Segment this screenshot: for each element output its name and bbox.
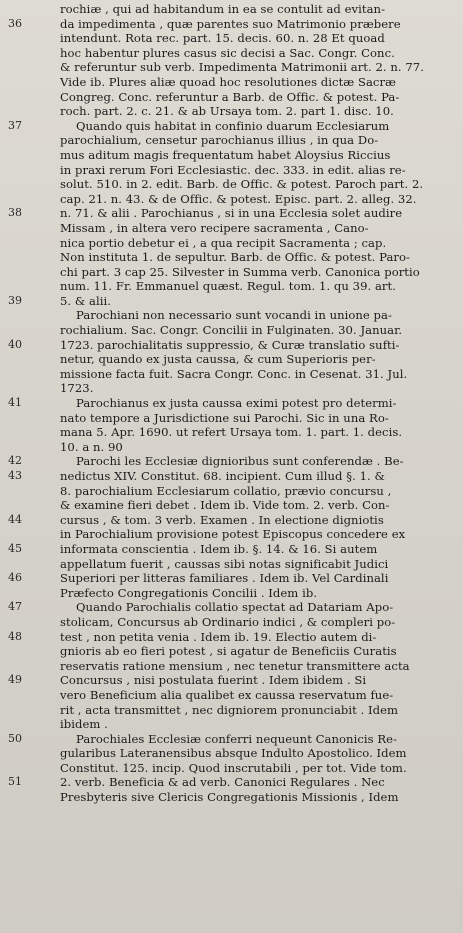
line-text: cursus , & tom. 3 verb. Examen . In electione digniotis	[60, 512, 384, 527]
line-text: 10. a n. 90	[60, 439, 123, 454]
text-line	[0, 163, 463, 178]
margin-number: 43	[8, 469, 23, 482]
line-text: rit , acta transmittet , nec digniorem pronunciabit . Idem	[60, 702, 399, 717]
margin-number: 49	[8, 673, 23, 687]
margin-number: 37	[8, 118, 23, 132]
text-line	[0, 265, 463, 280]
line-text: nica portio debetur ei , a qua recipit Sacramenta ; cap.	[60, 235, 387, 250]
line-text: in praxi rerum Fori Ecclesiastic. dec. 333. in edit. alias re-	[60, 162, 406, 177]
text-line	[0, 46, 463, 61]
text-line	[0, 527, 463, 542]
line-text: & examine fieri debet . Idem ib. Vide tom. 2. verb. Con-	[60, 498, 390, 513]
line-text: Parochi les Ecclesiæ dignioribus sunt conferendæ . Be-	[76, 454, 404, 469]
text-line	[0, 133, 463, 148]
text-line	[0, 323, 463, 338]
text-line	[0, 104, 463, 119]
text-line	[0, 542, 463, 557]
line-text: informata conscientia . Idem ib. §. 14. & 16. Si autem	[60, 541, 378, 556]
text-line	[0, 411, 463, 426]
text-line	[0, 17, 463, 32]
line-text: Parochiales Ecclesiæ conferri nequeunt Canonicis Re-	[76, 731, 398, 746]
line-text: Congreg. Conc. referuntur a Barb. de Offic. & potest. Pa-	[60, 89, 400, 104]
line-text: solut. 510. in 2. edit. Barb. de Offic. & potest. Paroch part. 2.	[60, 177, 424, 192]
line-text: n. 71. & alii . Parochianus , si in una Ecclesia solet audire	[60, 206, 403, 221]
line-text: Quando quis habitat in confinio duarum Ecclesiarum	[76, 118, 390, 133]
line-text: rochialium. Sac. Congr. Concilii in Fulginaten. 30. Januar.	[60, 323, 403, 338]
line-text: hoc habentur plures casus sic decisi a Sac. Congr. Conc.	[60, 45, 395, 60]
text-line	[0, 586, 463, 601]
margin-number: 38	[8, 206, 23, 220]
text-line	[0, 221, 463, 236]
text-line	[0, 148, 463, 163]
text-line	[0, 717, 463, 732]
text-line	[0, 75, 463, 90]
line-text: da impedimenta , quæ parentes suo Matrimonio præbere	[60, 16, 401, 31]
line-text: Quando Parochialis collatio spectat ad Datariam Apo-	[76, 600, 394, 615]
text-line	[0, 381, 463, 396]
text-line	[0, 790, 463, 805]
text-line	[0, 206, 463, 221]
text-line	[0, 615, 463, 630]
text-line	[0, 396, 463, 411]
margin-number: 44	[8, 512, 23, 526]
text-line	[0, 338, 463, 353]
line-text: 1723.	[60, 381, 94, 396]
line-text: netur, quando ex justa caussa, & cum Superioris per-	[60, 352, 376, 367]
margin-number: 40	[8, 337, 23, 351]
line-text: cap. 21. n. 43. & de Offic. & potest. Episc. part. 2. alleg. 32.	[60, 191, 417, 206]
line-text: nato tempore a Jurisdictione sui Parochi. Sic in una Ro-	[60, 410, 389, 425]
line-text: vero Beneficium alia qualibet ex caussa reservatum fue-	[60, 687, 394, 702]
text-column	[0, 2, 463, 805]
text-line	[0, 659, 463, 674]
line-text: missione facta fuit. Sacra Congr. Conc. in Cesenat. 31. Jul.	[60, 366, 408, 381]
text-line	[0, 761, 463, 776]
text-line	[0, 644, 463, 659]
line-text: Presbyteris sive Clericis Congregationis Missionis , Idem	[60, 790, 399, 805]
line-text: roch. part. 2. c. 21. & ab Ursaya tom. 2. part 1. disc. 10.	[60, 104, 394, 119]
margin-number: 36	[8, 16, 23, 30]
text-line	[0, 308, 463, 323]
text-line	[0, 250, 463, 265]
line-text: parochialium, censetur parochianus illius , in qua Do-	[60, 133, 379, 148]
line-text: 2. verb. Beneficia & ad verb. Canonici Regulares . Nec	[60, 775, 385, 790]
margin-number: 46	[8, 571, 23, 585]
text-line	[0, 294, 463, 309]
line-text: Superiori per litteras familiares . Idem ib. Vel Cardinali	[60, 571, 389, 586]
text-line	[0, 498, 463, 513]
line-text: appellatum fuerit , caussas sibi notas significabit Judici	[60, 556, 389, 571]
line-text: Parochianus ex justa caussa eximi potest pro determi-	[76, 396, 397, 411]
margin-number: 47	[8, 600, 23, 614]
text-line	[0, 775, 463, 790]
margin-number: 45	[8, 541, 23, 555]
text-line	[0, 60, 463, 75]
text-line	[0, 279, 463, 294]
line-text: in Parochialium provisione potest Episcopus concedere ex	[60, 527, 406, 542]
text-line	[0, 688, 463, 703]
line-text: rochiæ , qui ad habitandum in ea se contulit ad evitan-	[60, 2, 386, 16]
text-line	[0, 177, 463, 192]
text-line	[0, 367, 463, 382]
text-line	[0, 236, 463, 251]
text-line	[0, 440, 463, 455]
text-line	[0, 2, 463, 17]
line-text: Missam , in altera vero recipere sacramenta , Cano-	[60, 220, 369, 235]
text-line	[0, 600, 463, 615]
margin-number: 39	[8, 293, 23, 307]
line-text: Parochiani non necessario sunt vocandi in unione pa-	[76, 308, 392, 323]
text-line	[0, 31, 463, 46]
line-text: mus aditum magis frequentatum habet Aloysius Riccius	[60, 147, 391, 162]
text-line	[0, 119, 463, 134]
line-text: Vide ib. Plures aliæ quoad hoc resolutiones dictæ Sacræ	[60, 74, 397, 89]
text-line	[0, 513, 463, 528]
line-text: nedictus XIV. Constitut. 68. incipient. Cum illud §. 1. &	[60, 469, 385, 483]
text-line	[0, 703, 463, 718]
text-line	[0, 557, 463, 572]
text-line	[0, 630, 463, 645]
line-text: mana 5. Apr. 1690. ut refert Ursaya tom. 1. part. 1. decis.	[60, 425, 403, 440]
margin-number: 48	[8, 629, 23, 643]
margin-number: 51	[8, 775, 23, 789]
line-text: reservatis ratione mensium , nec tenetur transmittere acta	[60, 658, 410, 673]
text-line	[0, 732, 463, 747]
text-line	[0, 192, 463, 207]
line-text: Concursus , nisi postulata fuerint . Idem ibidem . Si	[60, 673, 367, 688]
text-line	[0, 425, 463, 440]
margin-number: 41	[8, 396, 23, 410]
line-text: ibidem .	[60, 717, 108, 732]
margin-number: 42	[8, 454, 23, 468]
text-line	[0, 571, 463, 586]
line-text: 5. & alii.	[60, 293, 111, 308]
line-text: & referuntur sub verb. Impedimenta Matrimonii art. 2. n. 77.	[60, 60, 424, 75]
line-text: num. 11. Fr. Emmanuel quæst. Regul. tom. 1. qu 39. art.	[60, 279, 396, 294]
text-line	[0, 90, 463, 105]
line-text: chi part. 3 cap 25. Silvester in Summa verb. Canonica portio	[60, 264, 420, 279]
text-line	[0, 673, 463, 688]
line-text: 1723. parochialitatis suppressio, & Curæ translatio sufti-	[60, 337, 400, 352]
text-line	[0, 469, 463, 484]
line-text: 8. parochialium Ecclesiarum collatio, prævio concursu ,	[60, 483, 392, 498]
text-line	[0, 746, 463, 761]
line-text: Constitut. 125. incip. Quod inscrutabili , per tot. Vide tom.	[60, 760, 407, 775]
line-text: stolicam, Concursus ab Ordinario indici , & compleri po-	[60, 614, 396, 629]
line-text: gnioris ab eo fieri potest , si agatur de Beneficiis Curatis	[60, 644, 397, 659]
text-line	[0, 352, 463, 367]
text-line	[0, 454, 463, 469]
line-text: gularibus Lateranensibus absque Indulto Apostolico. Idem	[60, 746, 407, 761]
line-text: Præfecto Congregationis Concilii . Idem ib.	[60, 585, 318, 600]
margin-number: 50	[8, 731, 23, 745]
line-text: intendunt. Rota rec. part. 15. decis. 60. n. 28 Et quoad	[60, 31, 385, 46]
line-text: Non instituta 1. de sepultur. Barb. de Offic. & potest. Paro-	[60, 250, 411, 265]
text-line	[0, 484, 463, 499]
line-text: test , non petita venia . Idem ib. 19. Electio autem di-	[60, 629, 377, 644]
